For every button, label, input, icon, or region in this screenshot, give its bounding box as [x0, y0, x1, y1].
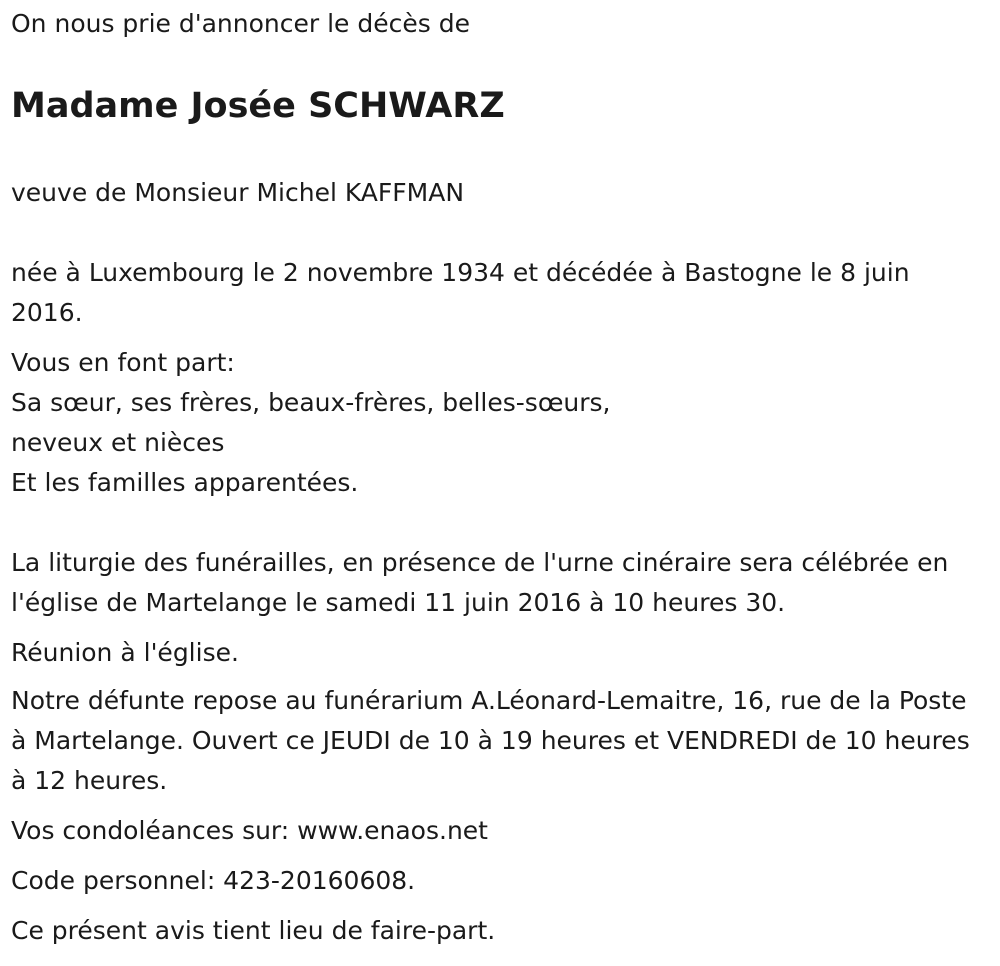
intro-text: On nous prie d'annoncer le décès de	[11, 9, 470, 38]
meeting-text: Réunion à l'église.	[11, 638, 239, 667]
deceased-name: Madame Josée SCHWARZ	[11, 86, 505, 126]
announcement-block	[11, 343, 611, 503]
announce-line: Et les familles apparentées.	[11, 468, 359, 497]
widow-line: veuve de Monsieur Michel KAFFMAN	[11, 178, 465, 207]
notice-text: Ce présent avis tient lieu de faire-part.	[11, 916, 496, 945]
announce-line: neveux et nièces	[11, 428, 225, 457]
liturgy-text: La liturgie des funérailles, en présence de l'urne cinéraire sera célébrée en l'église de Martelange le samedi 11 juin 2016 à 10 heures 30.	[11, 548, 949, 617]
announce-line: Sa sœur, ses frères, beaux-frères, belles-sœurs,	[11, 388, 611, 417]
birth-death-line: née à Luxembourg le 2 novembre 1934 et décédée à Bastogne le 8 juin 2016.	[11, 258, 910, 327]
personal-code: Code personnel: 423-20160608.	[11, 866, 416, 895]
funeral-home-text: Notre défunte repose au funérarium A.Léonard-Lemaitre, 16, rue de la Poste à Martelange. Ouvert ce JEUDI de 10 à 19 heures et VENDREDI de 10 heures à 12 heures.	[11, 686, 970, 795]
condolences-text: Vos condoléances sur: www.enaos.net	[11, 816, 488, 845]
announce-line: Vous en font part:	[11, 348, 235, 377]
